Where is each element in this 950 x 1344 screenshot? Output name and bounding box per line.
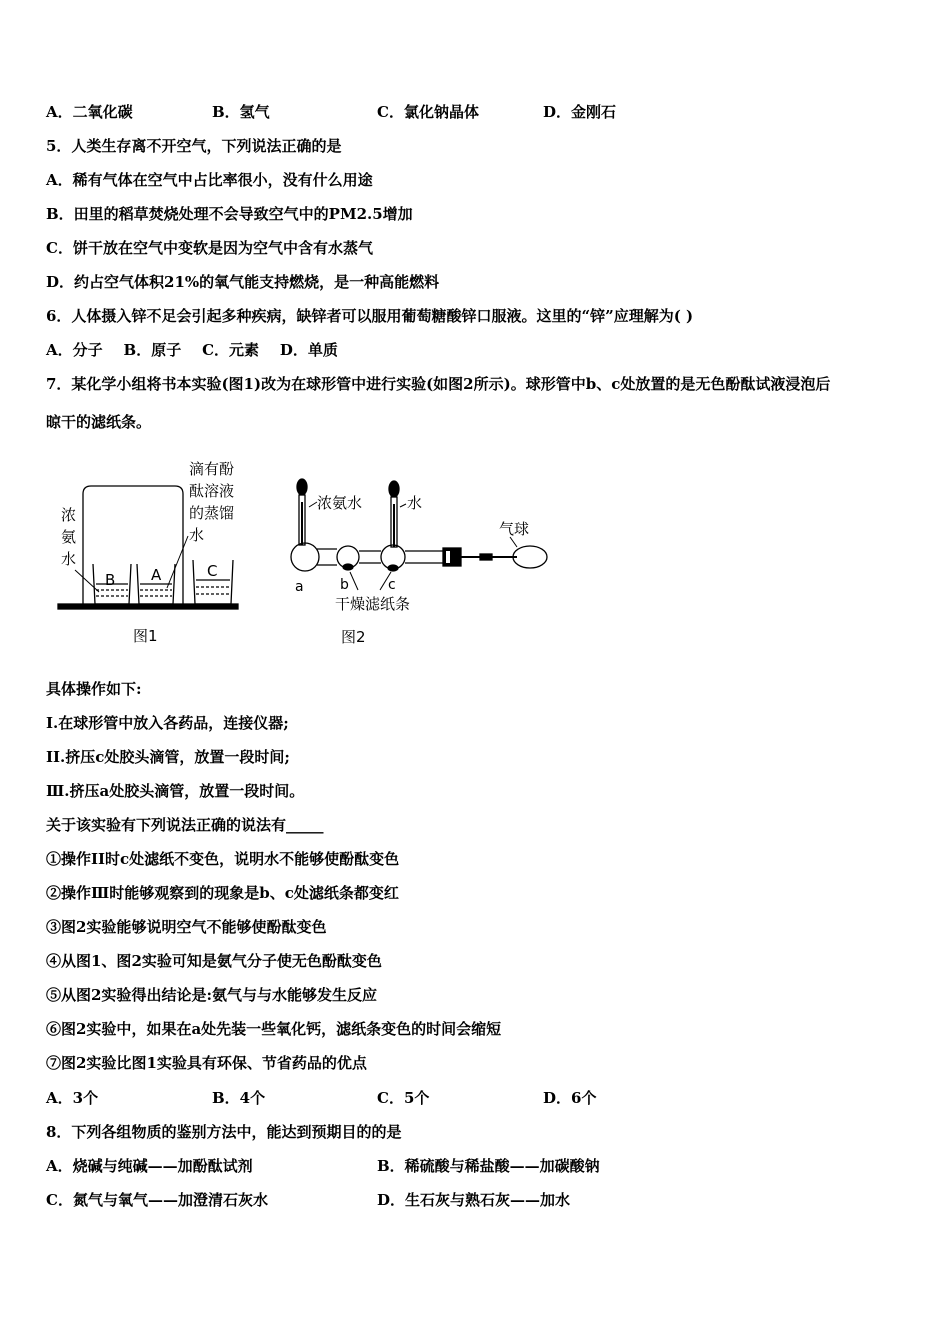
q8-option-a: A．烧碱与纯碱——加酚酞试剂 (46, 1157, 253, 1175)
dropper-c-bulb (389, 481, 399, 497)
beaker-a-label: A (151, 566, 162, 584)
fig1-caption: 图1 (133, 627, 158, 645)
q8-option-c: C．氮气与氧气——加澄清石灰水 (46, 1191, 268, 1209)
stopper (443, 548, 461, 566)
q5-option-b: B．田里的稻草焚烧处理不会导致空气中的PM2.5增加 (46, 205, 413, 223)
q4-option-b: B．氢气 (212, 103, 270, 121)
fig1-ammonia-char-3: 水 (61, 550, 77, 568)
statement-6: ⑥图2实验中，如果在a处先装一些氧化钙，滤纸条变色的时间会缩短 (46, 1020, 502, 1038)
beaker-b-label: B (105, 571, 116, 589)
q5-option-c: C．饼干放在空气中变软是因为空气中含有水蒸气 (46, 239, 373, 257)
q7-question: 关于该实验有下列说法正确的说法有_____ (46, 816, 324, 834)
bulb-a (291, 543, 319, 571)
fig2-label-c: c (388, 577, 396, 593)
dropper-a-bulb (297, 479, 307, 495)
statement-3: ③图2实验能够说明空气不能够使酚酞变色 (46, 918, 327, 936)
experiment-figure (55, 452, 555, 652)
fig2-label-a: a (295, 579, 304, 595)
q7-option-b: B．4个 (212, 1089, 266, 1107)
strip-c (388, 565, 398, 571)
step-3: Ⅲ.挤压a处胶头滴管，放置一段时间。 (46, 782, 305, 800)
q5-option-d: D．约占空气体积21%的氧气能支持燃烧，是一种高能燃料 (46, 273, 440, 291)
fig2-ammonia-label: 浓氨水 (317, 494, 363, 512)
q7-stem-line-1: 7．某化学小组将书本实验(图1)改为在球形管中进行实验(如图2所示)。球形管中b、c处放置的是无色酚酞试液浸泡后 (46, 375, 831, 393)
strip-b (343, 564, 353, 570)
step-2: II.挤压c处胶头滴管，放置一段时间; (46, 748, 290, 766)
fig1-phenol-label-4: 水 (189, 526, 205, 544)
fig2-caption: 图2 (341, 628, 366, 646)
steps-title: 具体操作如下: (46, 680, 142, 698)
q7-option-d: D．6个 (543, 1089, 597, 1107)
fig2-dry-strip-label: 干燥滤纸条 (335, 595, 411, 613)
q7-stem-line-2: 晾干的滤纸条。 (46, 413, 152, 431)
statement-1: ①操作II时c处滤纸不变色，说明水不能够使酚酞变色 (46, 850, 400, 868)
q7-option-c: C．5个 (377, 1089, 430, 1107)
q4-option-c: C．氯化钠晶体 (377, 103, 479, 121)
fig2-label-b: b (340, 577, 349, 593)
balloon (513, 546, 547, 568)
fig2-water-label: 水 (407, 494, 423, 512)
q8-option-b: B．稀硫酸与稀盐酸——加碳酸钠 (377, 1157, 600, 1175)
q6-stem: 6．人体摄入锌不足会引起多种疾病，缺锌者可以服用葡萄糖酸锌口服液。这里的“锌”应理解为( ) (46, 307, 694, 325)
q4-option-a: A．二氧化碳 (46, 103, 133, 121)
statement-2: ②操作Ⅲ时能够观察到的现象是b、c处滤纸条都变红 (46, 884, 399, 902)
fig1-ammonia-char-2: 氨 (61, 528, 77, 546)
statement-7: ⑦图2实验比图1实验具有环保、节省药品的优点 (46, 1054, 367, 1072)
fig1-ammonia-char-1: 浓 (61, 506, 77, 524)
straight-tube (405, 551, 443, 563)
fig1-phenol-label-2: 酞溶液 (189, 482, 235, 500)
step-1: I.在球形管中放入各药品，连接仪器; (46, 714, 289, 732)
statement-4: ④从图1、图2实验可知是氨气分子使无色酚酞变色 (46, 952, 382, 970)
fig1-phenol-label-3: 的蒸馏 (189, 504, 235, 522)
q8-stem: 8．下列各组物质的鉴别方法中，能达到预期目的的是 (46, 1123, 402, 1141)
q5-stem: 5．人类生存离不开空气，下列说法正确的是 (46, 137, 342, 155)
fig2-balloon-label: 气球 (499, 520, 530, 538)
q8-option-d: D．生石灰与熟石灰——加水 (377, 1191, 571, 1209)
q7-option-a: A．3个 (46, 1089, 99, 1107)
q4-option-d: D．金刚石 (543, 103, 617, 121)
fig1-phenol-label-1: 滴有酚 (189, 460, 235, 478)
beaker-c-label: C (207, 562, 218, 580)
statement-5: ⑤从图2实验得出结论是:氨气与与水能够发生反应 (46, 986, 377, 1004)
q5-option-a: A．稀有气体在空气中占比率很小，没有什么用途 (46, 171, 373, 189)
q6-options: A．分子 B．原子 C．元素 D．单质 (46, 341, 338, 359)
table-base (58, 604, 238, 609)
